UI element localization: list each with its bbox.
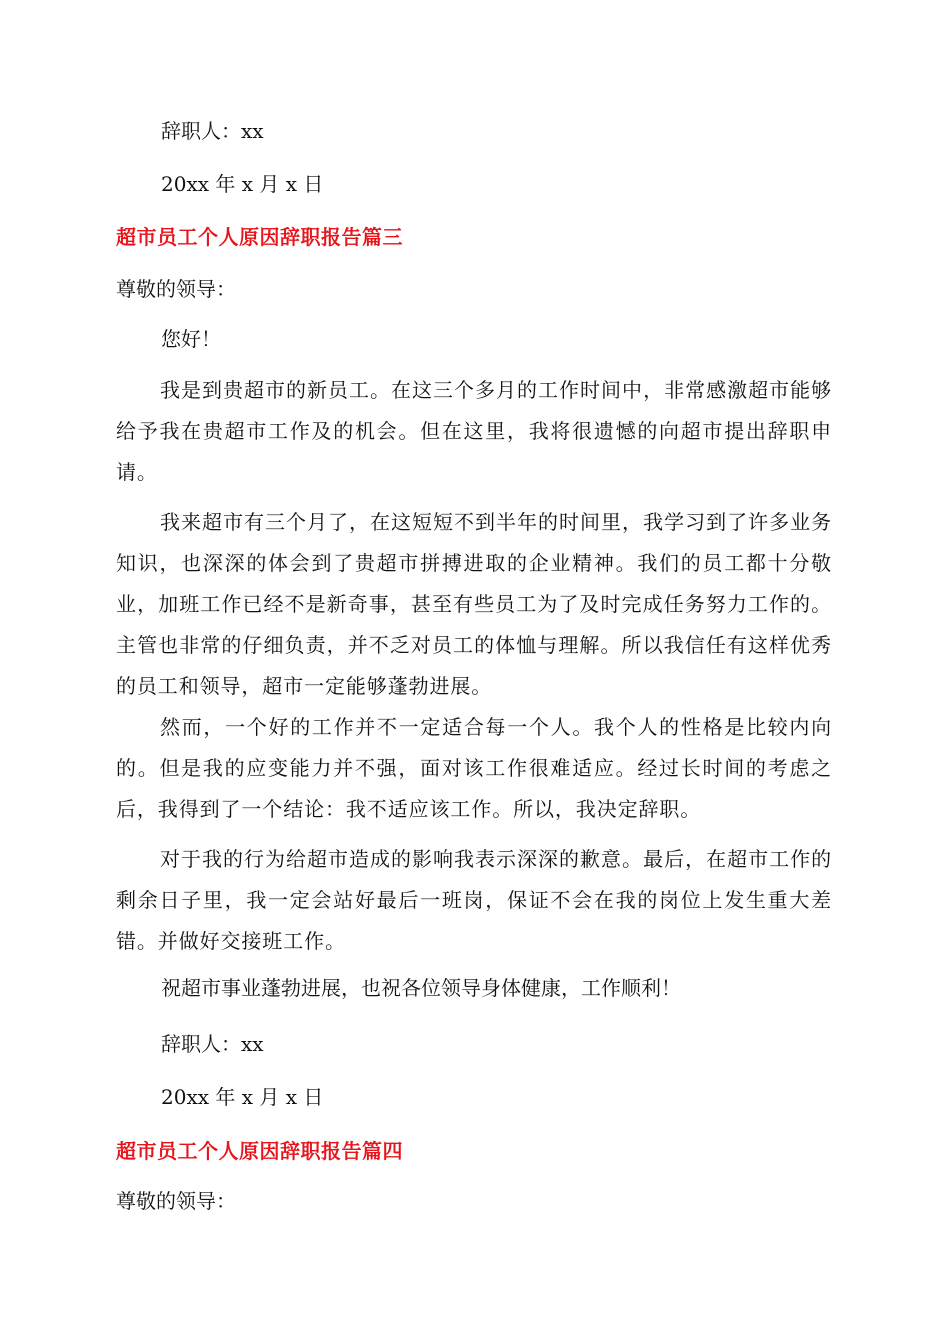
- salutation: 尊敬的领导：: [116, 277, 236, 301]
- salutation: 尊敬的领导：: [116, 1189, 236, 1213]
- signer-line: 辞职人：xx: [161, 1032, 264, 1056]
- section-title: 超市员工个人原因辞职报告篇三: [116, 225, 403, 249]
- greeting: 您好！: [161, 327, 221, 351]
- date-line: 20xx 年 x 月 x 日: [161, 172, 324, 196]
- body-paragraph: 我来超市有三个月了，在这短短不到半年的时间里，我学习到了许多业务知识，也深深的体会到了贵超市拼搏进取的企业精神。我们的员工都十分敬业，加班工作已经不是新奇事，甚至有些员工为了及时完成任务努力工作的。主管也非常的仔细负责，并不乏对员工的体恤与理解。所以我信任有这样优秀的员工和领导，超市一定能够蓬勃进展。: [116, 510, 832, 698]
- closing-line: 祝超市事业蓬勃进展，也祝各位领导身体健康，工作顺利！: [161, 976, 681, 1000]
- body-paragraph: 然而，一个好的工作并不一定适合每一个人。我个人的性格是比较内向的。但是我的应变能力并不强，面对该工作很难适应。经过长时间的考虑之后，我得到了一个结论：我不适应该工作。所以，我决定辞职。: [116, 715, 832, 821]
- body-paragraph: 对于我的行为给超市造成的影响我表示深深的歉意。最后，在超市工作的剩余日子里，我一定会站好最后一班岗，保证不会在我的岗位上发生重大差错。并做好交接班工作。: [116, 847, 832, 953]
- date-line: 20xx 年 x 月 x 日: [161, 1085, 324, 1109]
- signer-line: 辞职人：xx: [161, 119, 264, 143]
- section-title: 超市员工个人原因辞职报告篇四: [116, 1139, 403, 1163]
- body-paragraph: 我是到贵超市的新员工。在这三个多月的工作时间中，非常感激超市能够给予我在贵超市工作及的机会。但在这里，我将很遗憾的向超市提出辞职申请。: [116, 378, 832, 484]
